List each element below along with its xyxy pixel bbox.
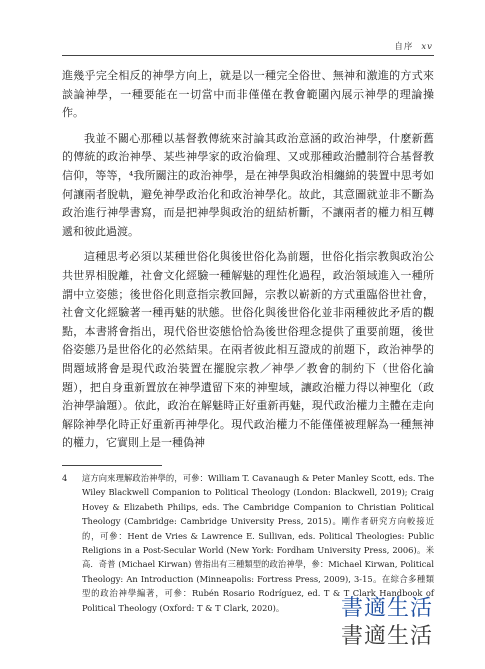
paragraph: 進幾乎完全相反的神學方向上，就是以一種完全俗世、無神和激進的方式來談論神學，一種要能在一切當中而非僅僅在教會範圍內展示神學的理論操作。: [62, 69, 434, 120]
page-number: xv: [421, 42, 433, 52]
footnote: [62, 471, 434, 615]
header-title: 自序: [394, 42, 414, 52]
footnote-rule: [62, 465, 162, 466]
footnote-number: 4: [62, 473, 68, 483]
watermark-line-1: 書適生活: [340, 596, 433, 621]
footnote-text: 這方向來理解政治神學的，可參：William T. Cavanaugh & Peter Manley Scott, eds. The Wiley Blackwell Companion to Political Theology (London: Blackwell, 2019); Craig Hovey & Elizabeth Philips, eds. The Cambridge Companion to Christian Political Theology (Cambridge: Cambridge University Press, 2015)。剛作者研究方向較接近的，可參：Hent de Vries & Lawrence E. Sullivan, eds. Political Theologies: Public Religions in a Post-Secular World (New York: Fordham University Press, 2006)。米高．奇普 (Michael Kirwan) 曾指出有三種類型的政治神學，參：Michael Kirwan, Political Theology: An Introduction (Minneapolis: Fortress Press, 2009), 3-15。在綜合多種類型的政治神學編著，可參：Rubén Rosario Rodríguez, ed. T & T Clark Handbook of Political Theology (Oxford: T & T Clark, 2020)。: [82, 473, 434, 613]
paragraph: 我並不關心那種以基督教傳統來討論其政治意涵的政治神學，什麼新舊的傳統的政治神學、某些神學家的政治倫理、又或那種政治體制符合基督教信仰，等等，⁴我所關注的政治神學，是在神學與政治相纏綿的裝置中思考如何讓兩者脫軌，避免神學政治化和政治神學化。故此，其意圖就並非不斷為政治進行神學書寫，而是把神學與政治的紐結析斷，不讓兩者的權力相互轉遞和彼此過渡。: [62, 131, 434, 238]
header-rule: [62, 55, 434, 56]
body-text: [62, 67, 434, 460]
paragraph: 這種思考必須以某種世俗化與後世俗化為前題，世俗化指宗教與政治公共世界相脫離，社會文化經驗一種解魅的理性化過程，政治領域進入一種所謂中立姿態；後世俗化則意指宗教回歸，宗教以嶄新的方式重臨俗世社會，社會文化經驗著一種再魅的狀態。世俗化與後世俗化並非兩種彼此矛盾的觀點，本書將會指出，現代俗世姿態恰恰為後世俗理念提供了重要前題，後世俗姿態乃是世俗化的必然結果。在兩者彼此相互證成的前題下，政治神學的問題域將會是現代政治裝置在擺脫宗教／神學／教會的制約下（世俗化論題），把自身重新置放在神學遺留下來的神聖域，讓政治權力得以神聖化（政治神學論題）。依此，政治在解魅時正好重新再魅，現代政治權力主體在走向解除神學化時正好重新再神學化。現代政治權力不能僅僅被理解為一種無神的權力，它實則上是一種偽神: [62, 250, 434, 450]
watermark-line-2: 書適生活: [340, 624, 433, 649]
running-header: [394, 40, 433, 52]
